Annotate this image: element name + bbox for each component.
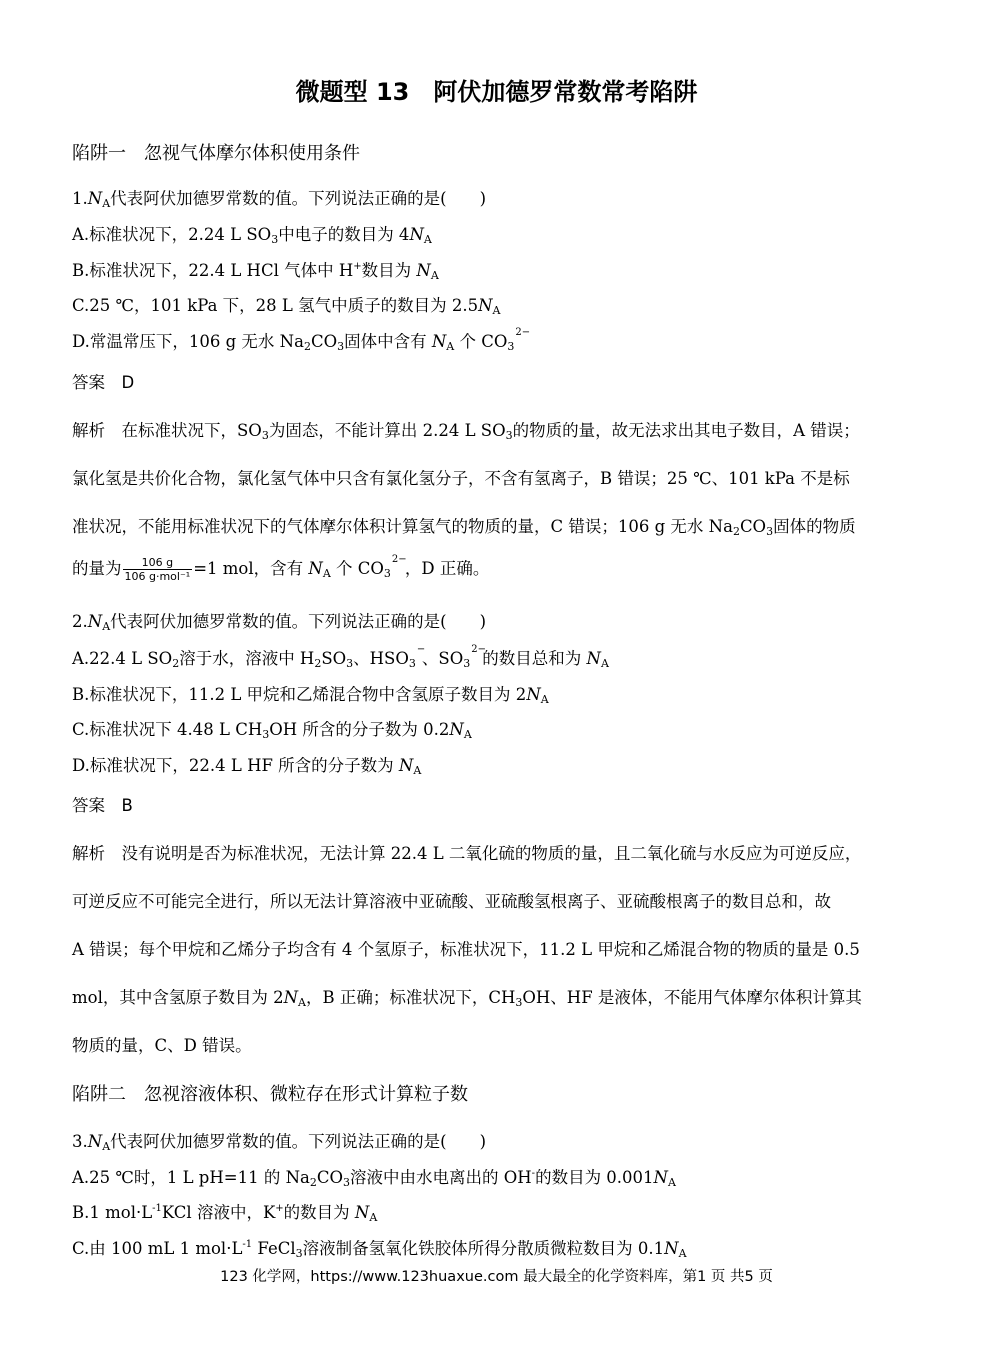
explanation-2-line-5: 物质的量，C、D 错误。 <box>72 1036 252 1055</box>
option-text: 、HSO <box>353 649 409 668</box>
explanation-2-line-1: 解析 没有说明是否为标准状况，无法计算 22.4 L 二氧化硫的物质的量，且二氧化硫与水反应为可逆反应， <box>72 844 862 863</box>
section-heading-trap2: 陷阱二 忽视溶液体积、微粒存在形式计算粒子数 <box>72 1084 468 1105</box>
question-3-option-b <box>72 1199 377 1223</box>
subscript: 3 <box>343 1176 350 1189</box>
subscript: 3 <box>295 1247 303 1260</box>
question-2-option-d <box>72 752 421 776</box>
superscript: -1 <box>152 1203 162 1214</box>
na-symbol: N <box>416 261 431 280</box>
q2-stem-text: 代表阿伏加德罗常数的值。下列说法正确的是( ) <box>110 612 487 631</box>
na-symbol: N <box>431 332 447 351</box>
subscript: 2 <box>314 657 322 670</box>
na-subscript: A <box>600 657 609 670</box>
option-text: 的数目为 0.001 <box>535 1168 654 1187</box>
option-text: B.标准状况下，11.2 L 甲烷和乙烯混合物中含氢原子数目为 2 <box>72 685 527 704</box>
charge: 2− <box>515 327 531 338</box>
charge: + <box>275 1203 284 1214</box>
ion-charge <box>383 554 407 580</box>
text: mol，其中含氢原子数目为 2 <box>72 988 284 1007</box>
question-2-option-b <box>72 681 549 705</box>
question-2-stem <box>72 608 486 632</box>
na-symbol: N <box>398 756 414 775</box>
na-subscript: A <box>102 1140 111 1153</box>
text: 为固态，不能计算出 2.24 L SO <box>268 421 506 440</box>
subscript: 3 <box>766 525 774 538</box>
option-text: C.25 ℃，101 kPa 下，28 L 氢气中质子的数目为 2.5 <box>72 296 479 315</box>
text: OH、HF 是液体，不能用气体摩尔体积计算其 <box>522 988 862 1007</box>
page-footer: 123 化学网，https://www.123huaxue.com 最大最全的化学资料库，第1 页 共5 页 <box>220 1269 773 1285</box>
na-subscript: A <box>430 269 439 282</box>
explanation-1-line-1 <box>72 417 860 441</box>
question-1-option-d <box>72 327 531 353</box>
subscript: 3 <box>262 728 270 741</box>
charge: + <box>353 261 362 272</box>
na-subscript: A <box>463 728 472 741</box>
option-text: C.由 100 mL 1 mol·L <box>72 1239 243 1258</box>
na-subscript: A <box>423 233 432 246</box>
na-symbol: N <box>87 612 103 631</box>
ion-charge <box>408 644 426 670</box>
ion-charge <box>463 644 486 670</box>
option-text: SO <box>321 649 347 668</box>
answer-2: 答案 B <box>72 796 133 815</box>
explanation-1-line-3 <box>72 513 856 537</box>
charge: - <box>531 1168 536 1179</box>
na-symbol: N <box>87 1132 103 1151</box>
option-text: 的数目为 <box>283 1203 355 1222</box>
subscript: 3 <box>261 429 269 442</box>
na-subscript: A <box>413 764 422 777</box>
question-3-option-c <box>72 1235 687 1259</box>
na-symbol: N <box>449 720 464 739</box>
na-symbol: N <box>664 1239 679 1258</box>
option-text: 数目为 <box>361 261 417 280</box>
text: 的物质的量，故无法求出其电子数目，A 错误； <box>512 421 860 440</box>
fraction-numerator: 106 g <box>123 556 193 570</box>
na-subscript: A <box>322 567 331 580</box>
na-subscript: A <box>446 340 455 353</box>
subscript: 2 <box>309 1176 317 1189</box>
option-text: 的数目总和为 <box>482 649 587 668</box>
page-title: 微题型 13 阿伏加德罗常数常考陷阱 <box>295 78 698 106</box>
charge: 2− <box>471 644 486 655</box>
text: 的量为 <box>72 559 122 578</box>
question-2-option-a <box>72 645 609 670</box>
q2-number: 2. <box>72 612 88 631</box>
na-symbol: N <box>478 296 493 315</box>
superscript: -1 <box>242 1239 253 1250</box>
subscript: 3 <box>507 340 515 353</box>
question-2-option-c <box>72 716 472 740</box>
text: ，D 正确。 <box>404 559 490 578</box>
option-text: 溶液中由水电离出的 OH <box>350 1168 532 1187</box>
explanation-2-line-2: 可逆反应不可能完全进行，所以无法计算溶液中亚硫酸、亚硫酸氢根离子、亚硫酸根离子的数目总和，故 <box>72 892 831 911</box>
text: =1 mol，含有 <box>193 559 309 578</box>
option-text: D.标准状况下，22.4 L HF 所含的分子数为 <box>72 756 399 775</box>
subscript: 3 <box>346 657 354 670</box>
subscript: 3 <box>515 996 523 1009</box>
subscript: 3 <box>383 567 391 580</box>
section-heading-trap1: 陷阱一 忽视气体摩尔体积使用条件 <box>72 143 360 164</box>
option-text: 个 CO <box>454 332 508 351</box>
text: 准状况，不能用标准状况下的气体摩尔体积计算氢气的物质的量，C 错误；106 g 无水 Na <box>72 517 733 536</box>
na-subscript: A <box>298 996 306 1009</box>
na-symbol: N <box>409 225 424 244</box>
text: CO <box>739 517 767 536</box>
subscript: 3 <box>337 340 345 353</box>
subscript: 3 <box>271 233 279 246</box>
na-symbol: N <box>87 189 103 208</box>
option-text: 中电子的数目为 4 <box>278 225 410 244</box>
text: 个 CO <box>330 559 384 578</box>
subscript: 2 <box>732 525 740 538</box>
q3-number: 3. <box>72 1132 88 1151</box>
question-3-stem <box>72 1128 486 1152</box>
text: 解析 在标准状况下，SO <box>72 421 262 440</box>
option-text: B.1 mol·L <box>72 1203 153 1222</box>
na-subscript: A <box>369 1211 378 1224</box>
option-text: A.标准状况下，2.24 L SO <box>72 225 272 244</box>
text: ，B 正确；标准状况下，CH <box>306 988 516 1007</box>
ion-charge <box>507 327 531 353</box>
na-symbol: N <box>308 559 323 578</box>
na-symbol: N <box>283 988 299 1007</box>
fraction <box>123 556 193 583</box>
option-text: A.25 ℃时，1 L pH=11 的 Na <box>72 1168 310 1187</box>
option-text: 固体中含有 <box>344 332 432 351</box>
q3-stem-text: 代表阿伏加德罗常数的值。下列说法正确的是( ) <box>110 1132 487 1151</box>
explanation-1-line-4 <box>72 555 489 583</box>
q1-number: 1. <box>72 189 88 208</box>
question-1-stem <box>72 185 486 209</box>
option-text: A.22.4 L SO <box>72 649 173 668</box>
answer-1: 答案 D <box>72 373 135 392</box>
na-subscript: A <box>540 693 549 706</box>
na-symbol: N <box>586 649 601 668</box>
subscript: 3 <box>505 429 513 442</box>
option-text: 、SO <box>421 649 464 668</box>
option-text: 溶液制备氢氧化铁胶体所得分散质微粒数目为 0.1 <box>302 1239 665 1258</box>
explanation-2-line-3: A 错误；每个甲烷和乙烯分子均含有 4 个氢原子，标准状况下，11.2 L 甲烷和乙烯混合物的物质的量是 0.5 <box>72 940 860 959</box>
na-subscript: A <box>678 1247 687 1260</box>
option-text: OH 所含的分子数为 0.2 <box>269 720 450 739</box>
na-symbol: N <box>526 685 541 704</box>
subscript: 3 <box>463 657 471 670</box>
text: 固体的物质 <box>773 517 856 536</box>
na-subscript: A <box>667 1176 676 1189</box>
charge: − <box>416 644 426 655</box>
na-symbol: N <box>653 1168 668 1187</box>
subscript: 2 <box>303 340 311 353</box>
q1-stem-text: 代表阿伏加德罗常数的值。下列说法正确的是( ) <box>110 189 487 208</box>
fraction-denominator: 106 g·mol⁻¹ <box>124 570 191 583</box>
option-text: CO <box>316 1168 343 1187</box>
subscript: 2 <box>172 657 180 670</box>
explanation-2-line-4 <box>72 984 862 1008</box>
question-1-option-b <box>72 257 439 281</box>
option-text: B.标准状况下，22.4 L HCl 气体中 H <box>72 261 354 280</box>
question-1-option-c <box>72 292 500 316</box>
question-3-option-a <box>72 1164 676 1188</box>
option-text: CO <box>310 332 338 351</box>
na-subscript: A <box>492 304 501 317</box>
option-text: 溶于水，溶液中 H <box>179 649 315 668</box>
option-text: C.标准状况下 4.48 L CH <box>72 720 263 739</box>
na-subscript: A <box>102 197 111 210</box>
option-text: D.常温常压下，106 g 无水 Na <box>72 332 304 351</box>
na-symbol: N <box>354 1203 370 1222</box>
option-text: FeCl <box>252 1239 296 1258</box>
subscript: 3 <box>408 657 416 670</box>
question-1-option-a <box>72 221 432 245</box>
na-subscript: A <box>102 620 111 633</box>
explanation-1-line-2: 氯化氢是共价化合物，氯化氢气体中只含有氯化氢分子，不含有氢离子，B 错误；25 ℃、101 kPa 不是标 <box>72 469 850 488</box>
charge: 2− <box>391 554 407 565</box>
option-text: KCl 溶液中，K <box>161 1203 276 1222</box>
